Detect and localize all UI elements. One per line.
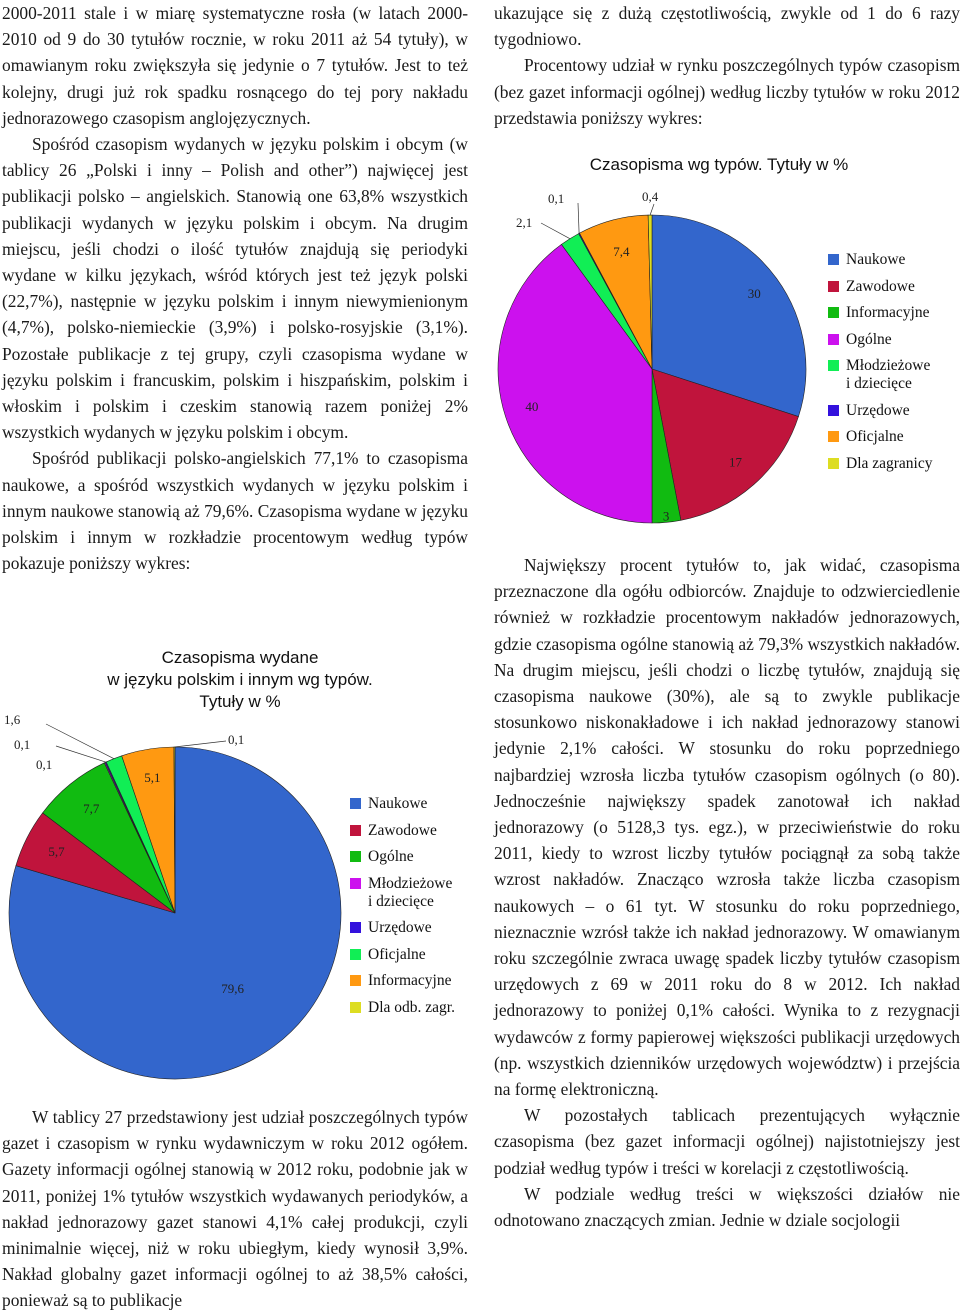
right-text-column [494, 0, 960, 131]
legend-swatch [350, 922, 361, 933]
legend-label: Urzędowe [846, 402, 910, 420]
chart-legend [828, 251, 960, 481]
chart-title: Czasopisma wydane w języku polskim i innym wg typów. Tytuły w % [70, 647, 410, 713]
legend-item-młodzieżowe [350, 875, 475, 911]
legend-label: Naukowe [368, 795, 427, 813]
legend-item-dla-odb-zagr [350, 999, 475, 1017]
left-paragraph-2: Spośród czasopism wydanych w języku polskim i obcym (w tablicy 26 „Polski i inny – Polish and other”) najwięcej jest publikacji polsko – angielskich. Stanowią one 63,8% wszystkich publikacji wydanych w języku polskim i obcym. Na drugim miejscu, jeśli chodzi o ilość tytułów znajdują się periodyki wydane w kilku językach, wśród których jest też język polski (22,7%), następnie w języku polskim i innym niewymienionym (4,7%), polsko-niemieckie (3,9%) i polsko-rosyjskie (3,1%). Pozostałe publikacje z tej grupy, czyli czasopisma wydane w języku polskim i francuskim, polskim i hiszpańskim, polskim i włoskim i polskim i czeskim stanowią razem poniżej 2% wszystkich wydanych w języku polskim i obcym. [2, 131, 468, 445]
slice-value-label: 0,1 [228, 732, 244, 747]
leader-line [56, 746, 106, 762]
legend-swatch [828, 405, 839, 416]
legend-swatch [828, 360, 839, 371]
slice-value-label: 79,6 [221, 981, 244, 996]
leader-line [650, 204, 654, 215]
left-paragraph-4: W tablicy 27 przedstawiony jest udział poszczególnych typów gazet i czasopism w rynku wydawniczym w roku 2012 ogółem. Gazety informacji ogólnej stanowią w 2012 roku, podobnie jak w 2011, poniżej 1% tytułów wszystkich wydawanych periodyków, a nakład jednorazowy gazet stanowi 4,1% całej produkcji, czyli minimalnie więcej, niż w roku ubiegłym, kiedy wynosił 3,9%. Nakład globalny gazet informacji ogólnej to aż 38,5% całości, ponieważ są to publikacje [2, 1104, 468, 1314]
legend-item-oficjalne [350, 946, 475, 964]
right-text-column-bottom [494, 552, 960, 1233]
leader-line [578, 203, 579, 233]
legend-swatch [828, 458, 839, 469]
legend-item-ogólne [350, 848, 475, 866]
legend-swatch [350, 1002, 361, 1013]
legend-swatch [828, 254, 839, 265]
legend-swatch [350, 825, 361, 836]
slice-value-label: 7,4 [613, 244, 630, 259]
slice-value-label: 0,4 [642, 189, 659, 204]
slice-value-label: 0,1 [36, 757, 52, 772]
slice-value-label: 0,1 [548, 191, 564, 206]
legend-item-urzędowe [350, 919, 475, 937]
slice-value-label: 2,1 [516, 215, 532, 230]
chart-title: Czasopisma wg typów. Tytuły w % [564, 154, 874, 176]
left-text-column [2, 0, 468, 576]
leader-line [175, 741, 227, 747]
legend-label: Informacyjne [846, 304, 930, 322]
legend-item-naukowe [828, 251, 960, 269]
legend-swatch [828, 334, 839, 345]
legend-label: Młodzieżowe i dziecięce [846, 357, 930, 393]
slice-value-label: 30 [748, 286, 761, 301]
legend-item-naukowe [350, 795, 475, 813]
legend-swatch [350, 949, 361, 960]
pie-chart-periodical-types [494, 152, 960, 532]
slice-value-label: 5,1 [144, 770, 160, 785]
slice-value-label: 7,7 [83, 801, 100, 816]
slice-value-label: 5,7 [48, 844, 65, 859]
legend-item-informacyjne [350, 972, 475, 990]
legend-label: Oficjalne [846, 428, 904, 446]
slice-value-label: 17 [729, 455, 743, 470]
legend-label: Urzędowe [368, 919, 432, 937]
legend-swatch [828, 307, 839, 318]
legend-label: Młodzieżowe i dziecięce [368, 875, 452, 911]
left-paragraph-3: Spośród publikacji polsko-angielskich 77,1% to czasopisma naukowe, a spośród wszystkich wydanych w języku polskim i innym naukowe stanowią aż 79,6%. Czasopisma wydane w języku polskim i innym w rozkładzie procentowym według typów pokazuje poniższy wykres: [2, 445, 468, 576]
legend-item-urzędowe [828, 402, 960, 420]
legend-label: Ogólne [368, 848, 414, 866]
slice-value-label: 40 [525, 399, 538, 414]
legend-swatch [350, 798, 361, 809]
right-paragraph-3: Największy procent tytułów to, jak widać, czasopisma przeznaczone dla ogółu odbiorców. Znajduje to odzwierciedlenie również w rozkładzie procentowym nakładów jednorazowych, gdzie czasopisma ogólne stanowią aż 79,3% wszystkich nakładów. Na drugim miejscu, jeśli chodzi o liczbę tytułów, znajdują się czasopisma naukowe (30%), ale są to zwykle publikacje stosunkowo niskonakładowe i ich nakład jednorazowy stanowi jedynie 2,1% całości. W stosunku do roku poprzedniego najbardziej wzrosła liczba tytułów czasopism ogólnych (o 80). Jednocześnie największy spadek zanotował ich nakład jednorazowy (o 5128,3 tys. egz.), w przeciwieństwie do roku 2011, kiedy to wzrost liczby tytułów pociągnął za sobą także wzrost nakładów. Znacząco wzrosła także liczba czasopism naukowych – o 61 tyt. W stosunku do roku poprzedniego, nieznacznie wzrósł także ich nakład jednorazowy. W omawianym roku szczególnie zwraca uwagę spadek liczby tytułów czasopism urzędowych z 69 w 2011 roku do 8 w 2012. Ich nakład jednorazowy to poniżej 0,1% całości. Wynika to z rezygnacji wydawców z formy papierowej większości publikacji urzędowych (np. wszystkich dzienników urzędowych województw) i przejścia na formę elektroniczną. [494, 552, 960, 1102]
slice-value-label: 0,1 [14, 737, 30, 752]
legend-item-dla-zagranicy [828, 455, 960, 473]
legend-swatch [828, 431, 839, 442]
right-paragraph-5: W podziale według treści w większości działów nie odnotowano znaczących zmian. Jednie w dziale socjologii [494, 1181, 960, 1233]
legend-item-zawodowe [828, 278, 960, 296]
legend-item-zawodowe [350, 822, 475, 840]
slice-value-label: 1,6 [4, 712, 21, 727]
legend-item-informacyjne [828, 304, 960, 322]
legend-label: Ogólne [846, 331, 892, 349]
legend-item-oficjalne [828, 428, 960, 446]
legend-label: Informacyjne [368, 972, 452, 990]
right-paragraph-1: ukazujące się z dużą częstotliwością, zwykle od 1 do 6 razy tygodniowo. [494, 0, 960, 52]
legend-swatch [350, 878, 361, 889]
legend-swatch [350, 851, 361, 862]
legend-label: Zawodowe [846, 278, 915, 296]
pie-chart-language-types [0, 645, 470, 1085]
left-paragraph-1: 2000-2011 stale i w miarę systematyczne rosła (w latach 2000-2010 od 9 do 30 tytułów rocznie, w roku 2011 aż 54 tytuły), w omawianym roku zwiększyła się jedynie o 7 tytułów. Jest to też kolejny, drugi już rok spadku rosnącego do tej pory nakładu jednorazowego czasopism anglojęzycznych. [2, 0, 468, 131]
legend-label: Zawodowe [368, 822, 437, 840]
legend-item-ogólne [828, 331, 960, 349]
slice-value-label: 3 [663, 509, 670, 524]
right-paragraph-2: Procentowy udział w rynku poszczególnych typów czasopism (bez gazet informacji ogólnej) według liczby tytułów w roku 2012 przedstawia poniższy wykres: [494, 52, 960, 131]
legend-swatch [828, 281, 839, 292]
left-text-column-bottom [2, 1104, 468, 1314]
legend-swatch [350, 975, 361, 986]
legend-label: Dla odb. zagr. [368, 999, 455, 1017]
legend-label: Naukowe [846, 251, 905, 269]
leader-line [541, 223, 570, 239]
legend-label: Oficjalne [368, 946, 426, 964]
legend-label: Dla zagranicy [846, 455, 933, 473]
legend-item-młodzieżowe [828, 357, 960, 393]
chart-legend [350, 795, 475, 1025]
right-paragraph-4: W pozostałych tablicach prezentujących wyłącznie czasopisma (bez gazet informacji ogólnej) najistotniejszy jest podział według typów i treści w korelacji z częstotliwością. [494, 1102, 960, 1181]
